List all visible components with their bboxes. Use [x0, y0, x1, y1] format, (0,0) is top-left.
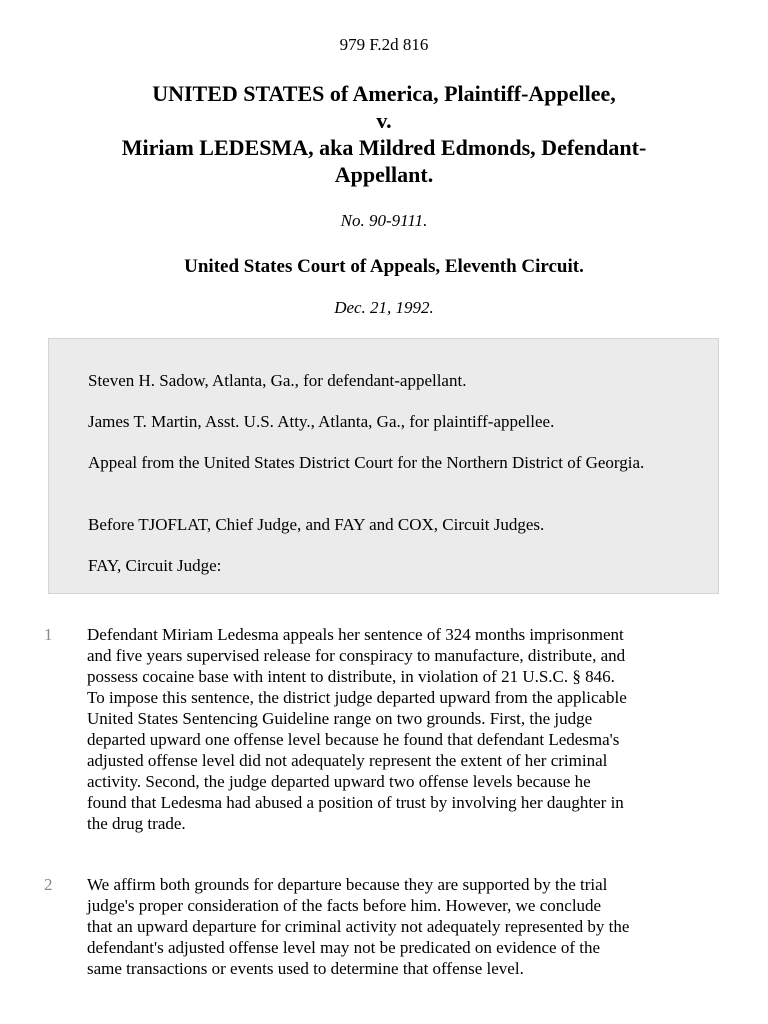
paragraph-line: and five years supervised release for conspiracy to manufacture, distribute, and: [87, 646, 626, 665]
paragraph-line: possess cocaine base with intent to distribute, in violation of 21 U.S.C. § 846.: [87, 667, 615, 686]
case-title-line: UNITED STATES of America, Plaintiff-Appellee,: [152, 81, 616, 106]
paragraph-line: found that Ledesma had abused a position of trust by involving her daughter in: [87, 793, 624, 812]
case-header-box: [48, 338, 719, 594]
paragraph-line: We affirm both grounds for departure because they are supported by the trial: [87, 875, 608, 894]
paragraph-line: that an upward departure for criminal activity not adequately represented by the: [87, 917, 630, 936]
counsel-defendant: Steven H. Sadow, Atlanta, Ga., for defendant-appellant.: [88, 371, 467, 390]
docket-number: No. 90-9111.: [340, 211, 428, 230]
paragraph-number: 2: [44, 875, 53, 894]
counsel-plaintiff: James T. Martin, Asst. U.S. Atty., Atlanta, Ga., for plaintiff-appellee.: [88, 412, 555, 431]
panel-judges: Before TJOFLAT, Chief Judge, and FAY and COX, Circuit Judges.: [88, 515, 545, 534]
paragraph-line: defendant's adjusted offense level may not be predicated on evidence of the: [87, 938, 601, 957]
paragraph-text: [87, 624, 727, 834]
case-title-line: v.: [376, 108, 392, 133]
paragraph-line: same transactions or events used to determine that offense level.: [87, 959, 524, 978]
paragraph-line: the drug trade.: [87, 814, 186, 833]
paragraph-line: adjusted offense level did not adequately represent the extent of her criminal: [87, 751, 608, 770]
paragraph-text: [87, 874, 727, 979]
court-name: United States Court of Appeals, Eleventh Circuit.: [184, 256, 584, 277]
case-title-line: Miriam LEDESMA, aka Mildred Edmonds, Defendant-: [121, 135, 647, 160]
paragraph-line: departed upward one offense level because he found that defendant Ledesma's: [87, 730, 620, 749]
case-citation: 979 F.2d 816: [339, 35, 429, 54]
paragraph-line: United States Sentencing Guideline range on two grounds. First, the judge: [87, 709, 593, 728]
paragraph-line: judge's proper consideration of the facts before him. However, we conclude: [87, 896, 602, 915]
opinion-author: FAY, Circuit Judge:: [88, 556, 222, 575]
appeal-from: Appeal from the United States District Court for the Northern District of Georgia.: [88, 453, 645, 472]
paragraph-line: To impose this sentence, the district judge departed upward from the applicable: [87, 688, 627, 707]
case-title-line: Appellant.: [334, 162, 434, 187]
paragraph-number: 1: [44, 625, 53, 644]
paragraph-line: Defendant Miriam Ledesma appeals her sentence of 324 months imprisonment: [87, 625, 624, 644]
case-title: [60, 80, 708, 188]
decision-date: Dec. 21, 1992.: [334, 298, 434, 317]
paragraph-line: activity. Second, the judge departed upward two offense levels because he: [87, 772, 591, 791]
